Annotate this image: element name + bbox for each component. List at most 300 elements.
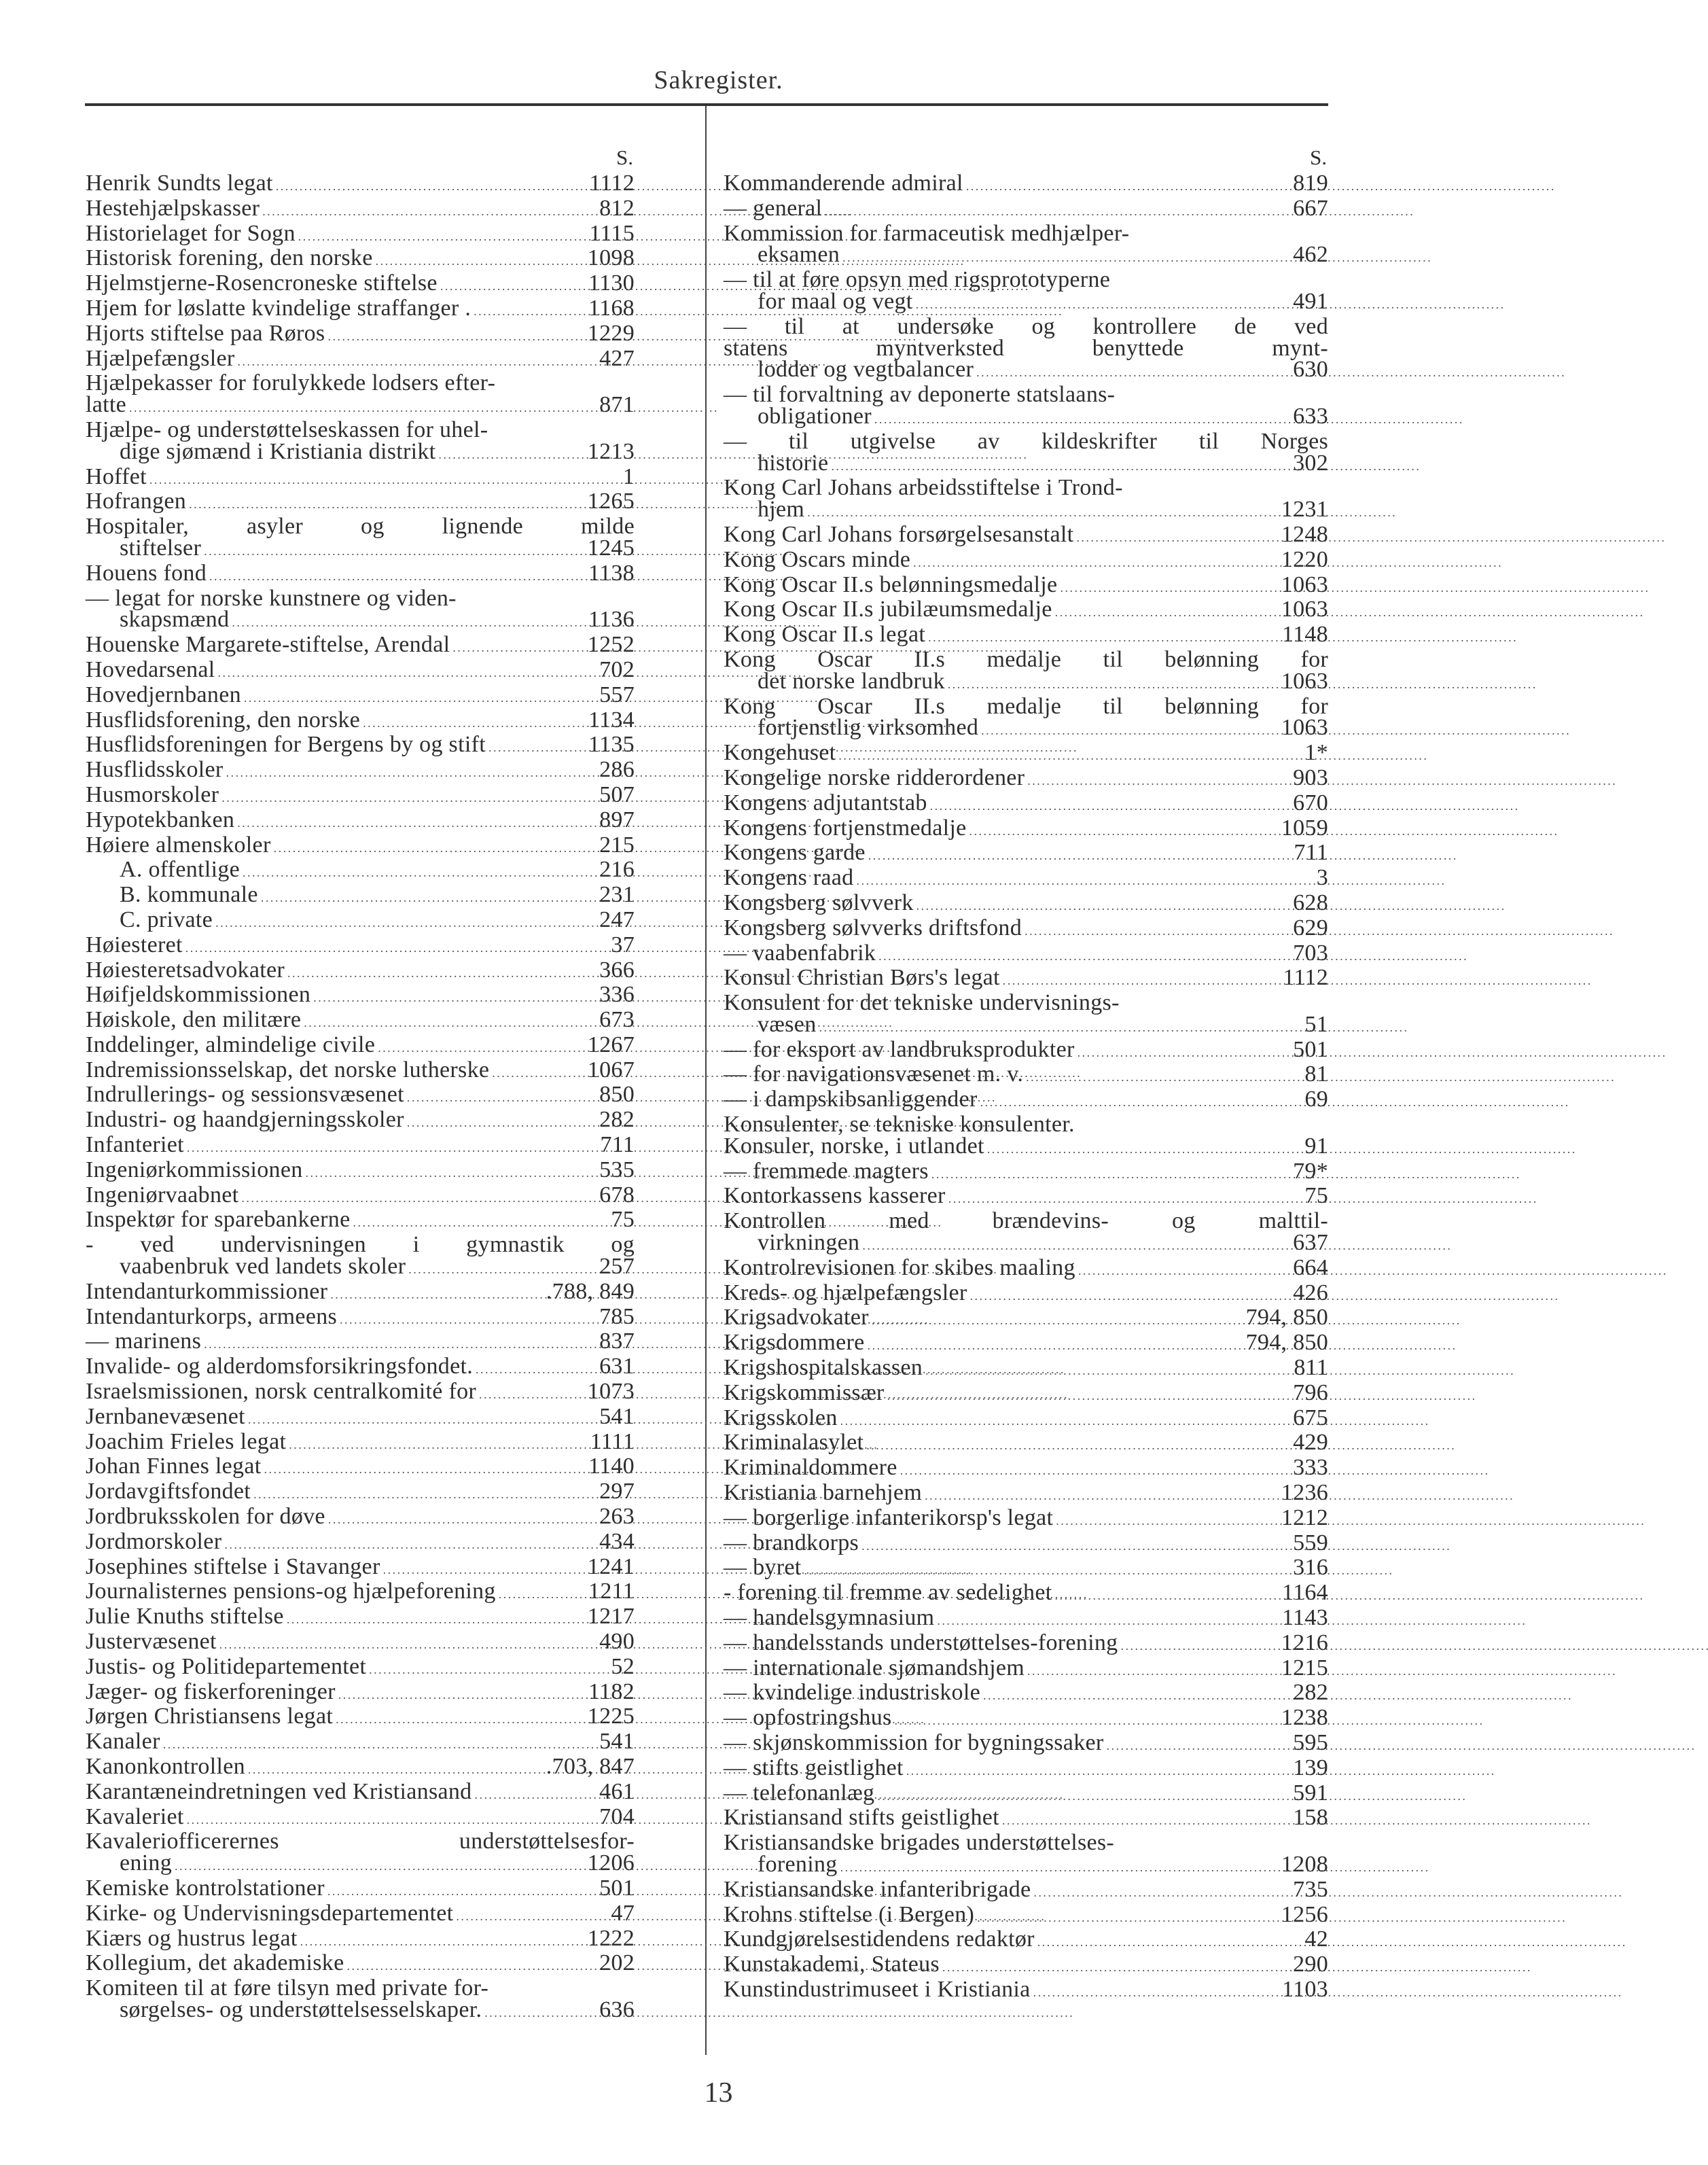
leader-dots [452, 634, 583, 659]
leader-dots [204, 1331, 595, 1356]
entry-page-ref: 1063 [1281, 668, 1328, 694]
entry-text: — opfostringshus [724, 1705, 892, 1731]
entry-page-ref: 75 [611, 1207, 635, 1233]
index-entry [86, 272, 635, 298]
entry-page-ref: 1136 [588, 607, 635, 633]
leader-dots [407, 1084, 595, 1109]
entry-page-ref: 139 [1293, 1755, 1328, 1780]
index-entry [86, 345, 635, 373]
index-entry [724, 1607, 1328, 1632]
entry-text: Karantæneindretningen ved Kristiansand [86, 1778, 472, 1804]
leader-dots [369, 1656, 607, 1681]
entry-page-ref: 1212 [1281, 1504, 1328, 1530]
index-entry [86, 934, 635, 960]
index-entry [86, 1328, 635, 1356]
index-entry [724, 1557, 1328, 1582]
index-entry [86, 1706, 635, 1731]
leader-dots [868, 842, 1290, 867]
leader-dots [874, 406, 1289, 431]
leader-dots [969, 817, 1277, 843]
index-entry [724, 384, 1328, 431]
index-entry [724, 867, 1328, 892]
entry-text: — for navigationsvæsenet m. v. [724, 1061, 1024, 1087]
entry-page-ref: 637 [1293, 1230, 1328, 1256]
entry-text: Kavaleriet [86, 1803, 184, 1829]
entry-page-ref: 52 [611, 1653, 635, 1679]
leader-dots [474, 1781, 595, 1806]
leader-dots [1078, 1257, 1289, 1282]
leader-dots [887, 1382, 1289, 1407]
index-entry [724, 742, 1328, 767]
entry-page-ref: 837 [599, 1328, 635, 1354]
leader-dots [856, 867, 1312, 892]
entry-page-ref: 282 [599, 1107, 635, 1133]
entry-text: Josephines stiftelse i Stavanger [86, 1553, 380, 1579]
entry-page-ref: 1222 [587, 1925, 635, 1951]
index-entry [86, 320, 635, 348]
leader-dots [353, 1209, 607, 1234]
entry-page-ref: 490 [599, 1629, 635, 1655]
entry-page-ref: 1098 [587, 245, 635, 271]
entry-page-ref: 1206 [587, 1850, 635, 1876]
index-entry [724, 220, 1328, 270]
index-entry [86, 1778, 635, 1806]
leader-dots [289, 1431, 586, 1456]
entry-page-ref: 1208 [1281, 1851, 1328, 1877]
leader-dots [340, 1306, 595, 1331]
entry-page-ref: 1211 [588, 1579, 635, 1604]
entry-text: Inddelinger, almindelige civile [86, 1032, 376, 1057]
entry-page-ref: 1135 [588, 732, 635, 758]
leader-dots [244, 684, 595, 709]
entry-page-ref: 704 [599, 1803, 635, 1829]
entry-text: Jæger- og fiskerforeninger [86, 1678, 336, 1704]
entry-page-ref: 1267 [587, 1032, 635, 1057]
entry-text: Krigsdommere [724, 1330, 865, 1356]
page-number: 13 [704, 2077, 733, 2109]
index-entry [86, 1581, 635, 1606]
entry-text: Kriminaldommere [724, 1455, 897, 1481]
entry-page-ref: 631 [599, 1354, 635, 1379]
entry-page-ref: 282 [1293, 1680, 1328, 1706]
index-entry [724, 1185, 1328, 1210]
entry-page-ref: 811 [1294, 1355, 1328, 1381]
entry-text: — stifts geistlighet [724, 1755, 904, 1780]
entry-page-ref: 231 [599, 882, 635, 908]
entry-text: dige sjømænd i Kristiania distrikt [120, 438, 436, 464]
entry-text: Krigskommissær [724, 1379, 885, 1405]
entry-text: for maal og vegt [758, 288, 913, 314]
leader-dots [163, 1731, 595, 1756]
entry-text: skapsmænd [120, 607, 230, 633]
index-entry [724, 1901, 1328, 1929]
leader-dots [942, 1954, 1289, 1979]
leader-dots [209, 563, 584, 588]
index-entry [724, 1876, 1328, 1904]
entry-text: Industri- og haandgjerningsskoler [86, 1107, 404, 1133]
index-entry [724, 1282, 1328, 1307]
entry-text: vaabenbruk ved landets skoler [120, 1254, 406, 1280]
entry-page-ref: 81 [1304, 1061, 1328, 1087]
index-entry [86, 1631, 635, 1656]
entry-page-ref: 673 [599, 1007, 635, 1033]
leader-dots [476, 1356, 595, 1381]
entry-text: Kong Carl Johans arbeidsstiftelse i Trond- [724, 475, 1123, 501]
leader-dots [187, 1134, 596, 1159]
index-entry [86, 247, 635, 272]
entry-page-ref: 1245 [587, 535, 635, 561]
entry-page-ref: 1217 [587, 1604, 635, 1630]
leader-dots [1055, 1582, 1279, 1607]
entry-text: Johan Finnes legat [86, 1454, 262, 1479]
index-entry [724, 764, 1328, 792]
leader-dots [187, 1806, 596, 1831]
entry-text: Konsulent for det tekniske undervisnings- [724, 990, 1120, 1016]
entry-text: Krohns stiftelse (i Bergen) [724, 1901, 975, 1927]
entry-page-ref: 1164 [1282, 1580, 1328, 1606]
entry-page-ref: 559 [1293, 1530, 1328, 1555]
entry-text: Houens fond [86, 560, 207, 586]
leader-dots [287, 960, 595, 985]
entry-text: Husflidsforening, den norske [86, 707, 361, 733]
entry-text: Kongens fortjenstmedalje [724, 815, 967, 841]
entry-text: Hjorts stiftelse paa Røros [86, 320, 325, 346]
entry-text: Kong Oscar II.s medalje til belønning for [724, 693, 1328, 719]
entry-page-ref: 871 [599, 392, 635, 418]
index-entry [86, 173, 635, 198]
entry-text: Komiteen til at føre tilsyn med private for- [86, 1975, 489, 2001]
index-entry [724, 1482, 1328, 1507]
entry-page-ref: 37 [611, 932, 635, 957]
index-entry [724, 940, 1328, 968]
index-entry [86, 1731, 635, 1756]
leader-dots [1056, 1507, 1277, 1532]
entry-page-ref: .788, 849 [546, 1278, 635, 1304]
entry-text: Indrullerings- og sessionsvæsenet [86, 1082, 404, 1108]
entry-page-ref: 1073 [587, 1379, 635, 1405]
entry-page-ref: 1182 [588, 1678, 635, 1704]
leader-dots [287, 1606, 584, 1631]
entry-page-ref: 429 [1293, 1430, 1328, 1456]
entry-page-ref: 426 [1293, 1280, 1328, 1305]
entry-page-ref: 316 [1293, 1555, 1328, 1581]
entry-text: Kongehuset [724, 740, 836, 766]
index-entry [724, 1089, 1328, 1114]
entry-text: Kunstakademi, Stateus [724, 1952, 940, 1977]
index-column-left [86, 143, 635, 2024]
entry-text: Hovedarsenal [86, 656, 215, 682]
entry-page-ref: 541 [599, 1729, 635, 1755]
index-entry [86, 1009, 635, 1034]
entry-page-ref: 290 [1293, 1952, 1328, 1977]
entry-page-ref: 263 [599, 1504, 635, 1530]
entry-text: Høiskole, den militære [86, 1007, 302, 1033]
leader-dots [346, 1952, 595, 1977]
entry-text: Intendanturkommissioner [86, 1278, 328, 1304]
index-entry [86, 1059, 635, 1085]
index-entry [86, 1159, 635, 1184]
leader-dots [241, 1184, 595, 1210]
leader-dots [948, 671, 1277, 696]
index-entry [86, 834, 635, 860]
leader-dots [969, 1282, 1289, 1307]
index-entry [86, 1456, 635, 1481]
leader-dots [1002, 1807, 1289, 1832]
entry-text: Høiesteret [86, 932, 183, 957]
entry-text: Kong Oscars minde [724, 546, 911, 572]
entry-text: Kanaler [86, 1729, 160, 1755]
index-entry [86, 560, 635, 588]
leader-dots [930, 792, 1289, 817]
leader-dots [327, 323, 583, 348]
leader-dots [499, 1581, 584, 1606]
index-entry [724, 817, 1328, 843]
entry-text: Kristiania barnehjem [724, 1480, 923, 1506]
entry-text: Kong Oscar II.s medalje til belønning for [724, 646, 1328, 672]
index-entry [86, 781, 635, 809]
leader-dots [980, 1089, 1301, 1114]
leader-dots [306, 1159, 596, 1184]
entry-text: Konsulenter, se tekniske konsulenter. [724, 1112, 1075, 1138]
page-column-label: S. [616, 145, 633, 169]
entry-text: Indremissionsselskap, det norske lutherske [86, 1057, 490, 1082]
index-entry [86, 195, 635, 223]
entry-text: Høifjeldskommissionen [86, 982, 311, 1008]
index-entry [724, 1632, 1328, 1657]
entry-text: Joachim Frieles legat [86, 1428, 287, 1454]
entry-page-ref: 461 [599, 1778, 635, 1804]
index-entry [724, 1432, 1328, 1457]
leader-dots [262, 198, 595, 223]
index-column-right [724, 143, 1328, 2004]
index-entry [86, 1034, 635, 1059]
leader-dots [1060, 574, 1277, 599]
entry-text: Jernbanevæsenet [86, 1403, 245, 1429]
index-entry [724, 1357, 1328, 1382]
entry-text: — til at føre opsyn med rigsprototyperne [724, 267, 1111, 293]
entry-text: Hypotekbanken [86, 807, 235, 832]
leader-dots [1027, 767, 1289, 792]
entry-text: stiftelser [120, 535, 202, 561]
entry-text: Kong Oscar II.s legat [724, 622, 926, 648]
leader-dots [224, 1531, 595, 1556]
header-rule [85, 103, 1328, 106]
index-entry [86, 734, 635, 759]
entry-page-ref: 501 [1293, 1036, 1328, 1062]
entry-page-ref: 557 [599, 682, 635, 707]
index-entry [724, 1682, 1328, 1707]
entry-text: — i dampskibsanliggender [724, 1087, 978, 1112]
index-entry [86, 809, 635, 834]
entry-text: Kong Oscar II.s belønningsmedalje [724, 571, 1058, 597]
index-entry [86, 909, 635, 934]
entry-page-ref: 541 [599, 1403, 635, 1429]
entry-text: B. kommunale [120, 882, 258, 908]
entry-page-ref: 1225 [587, 1704, 635, 1729]
index-entry [86, 634, 635, 659]
leader-dots [298, 223, 586, 248]
entry-page-ref: 1 [622, 463, 635, 489]
entry-text: Kongens raad [724, 865, 854, 891]
entry-page-ref: 819 [1293, 171, 1328, 196]
entry-text: Kemiske kontrolstationer [86, 1875, 325, 1901]
entry-text: Kontorkassens kasserer [724, 1183, 946, 1209]
index-entry [724, 1926, 1328, 1954]
leader-dots [1037, 1929, 1301, 1954]
entry-page-ref: 711 [600, 1132, 635, 1158]
index-entry [724, 1457, 1328, 1482]
index-entry [724, 269, 1328, 316]
entry-page-ref: 215 [599, 832, 635, 858]
index-entry [724, 624, 1328, 649]
entry-page-ref: 1229 [587, 320, 635, 346]
entry-page-ref: 629 [1293, 915, 1328, 940]
index-entry [86, 656, 635, 684]
entry-text: Kong Oscar II.s jubilæumsmedalje [724, 597, 1052, 622]
entry-text: Intendanturkorps, armeens [86, 1303, 338, 1329]
entry-page-ref: 633 [1293, 403, 1328, 429]
entry-text: A. offentlige [120, 857, 241, 883]
entry-page-ref: 535 [599, 1157, 635, 1182]
index-entry [724, 1036, 1328, 1064]
entry-page-ref: .703, 847 [546, 1754, 635, 1779]
entry-page-ref: 1231 [1281, 497, 1328, 523]
entry-text: C. private [120, 907, 213, 932]
entry-text: Husmorskoler [86, 781, 219, 807]
leader-dots [1076, 524, 1277, 549]
entry-text: Kongsberg sølvverks driftsfond [724, 915, 1022, 940]
index-entry [724, 195, 1328, 223]
leader-dots [479, 1381, 584, 1406]
leader-dots [966, 173, 1289, 198]
leader-dots [264, 1456, 584, 1481]
entry-text: forening [758, 1851, 838, 1877]
entry-text: Houenske Margarete-stiftelse, Arendal [86, 632, 450, 658]
entry-text: Ingeniørvaabnet [86, 1182, 239, 1208]
entry-text: ening [120, 1850, 173, 1876]
entry-text: Kontrollen med brændevins- og malttil- [724, 1208, 1328, 1234]
index-entry [86, 1134, 635, 1159]
index-entry [86, 859, 635, 884]
leader-dots [456, 1903, 607, 1928]
index-entry [86, 1084, 635, 1109]
index-entry [86, 1481, 635, 1506]
entry-page-ref: 491 [1293, 288, 1328, 314]
entry-page-ref: 667 [1293, 195, 1328, 221]
leader-dots [987, 1136, 1301, 1161]
index-entry [724, 1532, 1328, 1557]
leader-dots [185, 934, 607, 960]
index-entry [86, 1952, 635, 1977]
entry-page-ref: 91 [1304, 1133, 1328, 1159]
index-entry [86, 1356, 635, 1381]
index-entry [724, 1757, 1328, 1782]
entry-page-ref: 1059 [1281, 815, 1328, 841]
index-entry [724, 1707, 1328, 1732]
entry-text: sørgelses- og understøttelsesselskaper. [120, 1996, 482, 2022]
entry-page-ref: 1067 [587, 1057, 635, 1082]
index-entry [724, 1732, 1328, 1757]
leader-dots [862, 1232, 1289, 1257]
entry-text: Kongelige norske ridderordener [724, 764, 1025, 790]
index-entry [724, 1582, 1328, 1607]
entry-page-ref: 1140 [588, 1454, 635, 1479]
page-column-label: S. [1310, 145, 1327, 169]
index-entry [724, 917, 1328, 943]
entry-page-ref: 1220 [1281, 546, 1328, 572]
leader-dots [378, 1034, 584, 1059]
entry-text: — borgerlige infanterikorsp's legat [724, 1504, 1054, 1530]
entry-page-ref: 794, 850 [1245, 1330, 1328, 1356]
entry-page-ref: 51 [1304, 1011, 1328, 1037]
entry-text: Infanteriet [86, 1132, 184, 1158]
entry-text: Hestehjælpskasser [86, 195, 260, 221]
entry-text: Kollegium, det akademiske [86, 1950, 344, 1976]
leader-dots [253, 1481, 595, 1506]
leader-dots [1120, 1632, 1277, 1657]
index-entry [86, 1678, 635, 1706]
index-entry [724, 1657, 1328, 1683]
entry-page-ref: 75 [1304, 1183, 1328, 1209]
leader-dots [868, 1332, 1242, 1357]
index-entry [724, 1832, 1328, 1879]
entry-page-ref: 333 [1293, 1455, 1328, 1481]
page-title: Sakregister. [654, 66, 783, 94]
entry-page-ref: 1130 [588, 270, 635, 296]
entry-page-ref: 79* [1293, 1158, 1328, 1184]
entry-text: Kavaleriofficerernes understøttelsesfor- [86, 1829, 635, 1854]
leader-dots [1107, 1732, 1289, 1757]
entry-page-ref: 1265 [587, 489, 635, 514]
entry-page-ref: 628 [1293, 890, 1328, 915]
entry-text: væsen [758, 1011, 817, 1037]
entry-text: latte [86, 392, 127, 418]
index-entry [724, 599, 1328, 624]
entry-text: Kanonkontrollen [86, 1754, 245, 1779]
entry-text: Krigshospitalskassen [724, 1355, 923, 1381]
entry-text: Ingeniørkommissionen [86, 1157, 303, 1182]
entry-text: Israelsmissionen, norsk centralkomité for [86, 1379, 477, 1405]
entry-page-ref: 1063 [1281, 571, 1328, 597]
entry-text: — internationale sjømandshjem [724, 1655, 1025, 1680]
entry-text: Kongsberg sølvverk [724, 890, 914, 915]
entry-text: lodder og vegtbalancer [758, 357, 974, 383]
index-entry [86, 1925, 635, 1953]
index-entry [724, 1063, 1328, 1089]
entry-text: — telefonanlæg [724, 1780, 875, 1806]
entry-page-ref: 702 [599, 656, 635, 682]
entry-text: Jordavgiftsfondet [86, 1479, 251, 1504]
leader-dots [300, 1928, 584, 1953]
index-entry [86, 1831, 635, 1878]
leader-dots [900, 1457, 1289, 1482]
leader-dots [981, 717, 1277, 742]
leader-dots [376, 247, 584, 272]
index-entry [724, 1307, 1328, 1332]
entry-page-ref: 42 [1304, 1926, 1328, 1952]
entry-text: Kontrolrevisionen for skibes maaling [724, 1254, 1075, 1280]
entry-text: Julie Knuths stiftelse [86, 1604, 284, 1630]
index-entry [86, 1756, 635, 1781]
entry-page-ref: 1215 [1281, 1655, 1328, 1680]
leader-dots [336, 1706, 584, 1731]
index-entry [724, 1158, 1328, 1186]
index-entry [86, 957, 635, 985]
entry-page-ref: 1236 [1281, 1480, 1328, 1506]
entry-page-ref: 903 [1293, 764, 1328, 790]
entry-page-ref: 670 [1293, 790, 1328, 815]
entry-page-ref: 735 [1293, 1876, 1328, 1902]
